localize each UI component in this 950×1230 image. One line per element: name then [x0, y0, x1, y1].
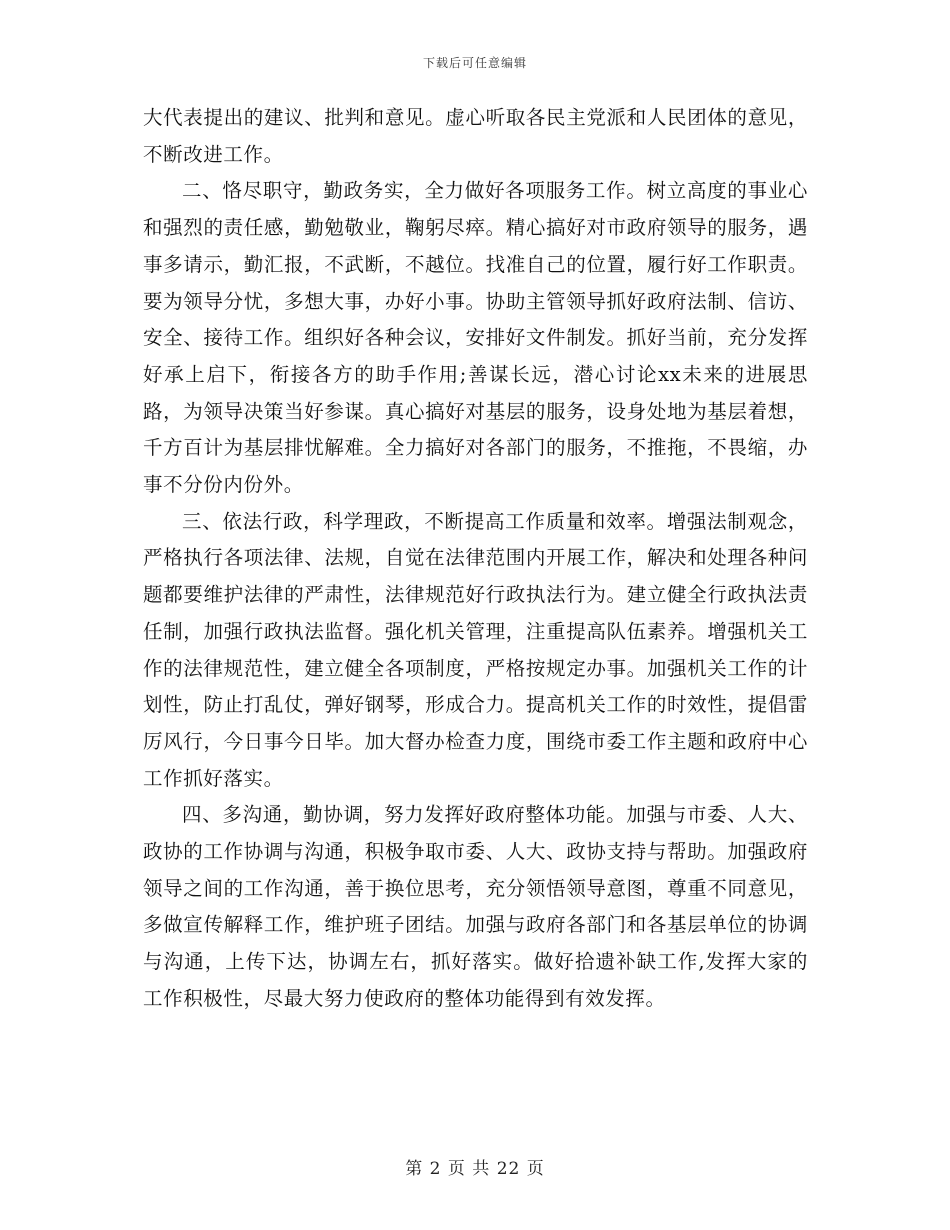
page-header: 下载后可任意编辑	[422, 56, 527, 70]
page-number-footer: 第 2 页 共 22 页	[405, 1159, 545, 1179]
paragraph-4: 四、多沟通，勤协调，努力发挥好政府整体功能。加强与市委、人大、政协的工作协调与沟通，积极争取市委、人大、政协支持与帮助。加强政府领导之间的工作沟通，善于换位思考，充分领悟领导意图，尊重不同意见，多做宣传解释工作，维护班子团结。加强与政府各部门和各基层单位的协调与沟通，上传下达，协调左右，抓好落实。做好拾遗补缺工作,发挥大家的工作积极性，尽最大努力使政府的整体功能得到有效发挥。	[143, 803, 808, 1010]
paragraph-1: 大代表提出的建议、批判和意见。虚心听取各民主党派和人民团体的意见，不断改进工作。	[143, 106, 808, 166]
document-body	[143, 100, 808, 1018]
paragraph-2: 二、恪尽职守，勤政务实，全力做好各项服务工作。树立高度的事业心和强烈的责任感，勤勉敬业，鞠躬尽瘁。精心搞好对市政府领导的服务，遇事多请示，勤汇报，不武断，不越位。找准自己的位置，履行好工作职责。要为领导分忧，多想大事，办好小事。协助主管领导抓好政府法制、信访、安全、接待工作。组织好各种会议，安排好文件制发。抓好当前，充分发挥好承上启下，衔接各方的助手作用;善谋长远，潜心讨论xx未来的进展思路，为领导决策当好参谋。真心搞好对基层的服务，设身处地为基层着想，千方百计为基层排忧解难。全力搞好对各部门的服务，不推拖，不畏缩，办事不分份内份外。	[143, 179, 808, 497]
paragraph-3: 三、依法行政，科学理政，不断提高工作质量和效率。增强法制观念，严格执行各项法律、法规，自觉在法律范围内开展工作，解决和处理各种问题都要维护法律的严肃性，法律规范好行政执法行为。建立健全行政执法责任制，加强行政执法监督。强化机关管理，注重提高队伍素养。增强机关工作的法律规范性，建立健全各项制度，严格按规定办事。加强机关工作的计划性，防止打乱仗，弹好钢琴，形成合力。提高机关工作的时效性，提倡雷厉风行，今日事今日毕。加大督办检查力度，围绕市委工作主题和政府中心工作抓好落实。	[143, 509, 808, 790]
